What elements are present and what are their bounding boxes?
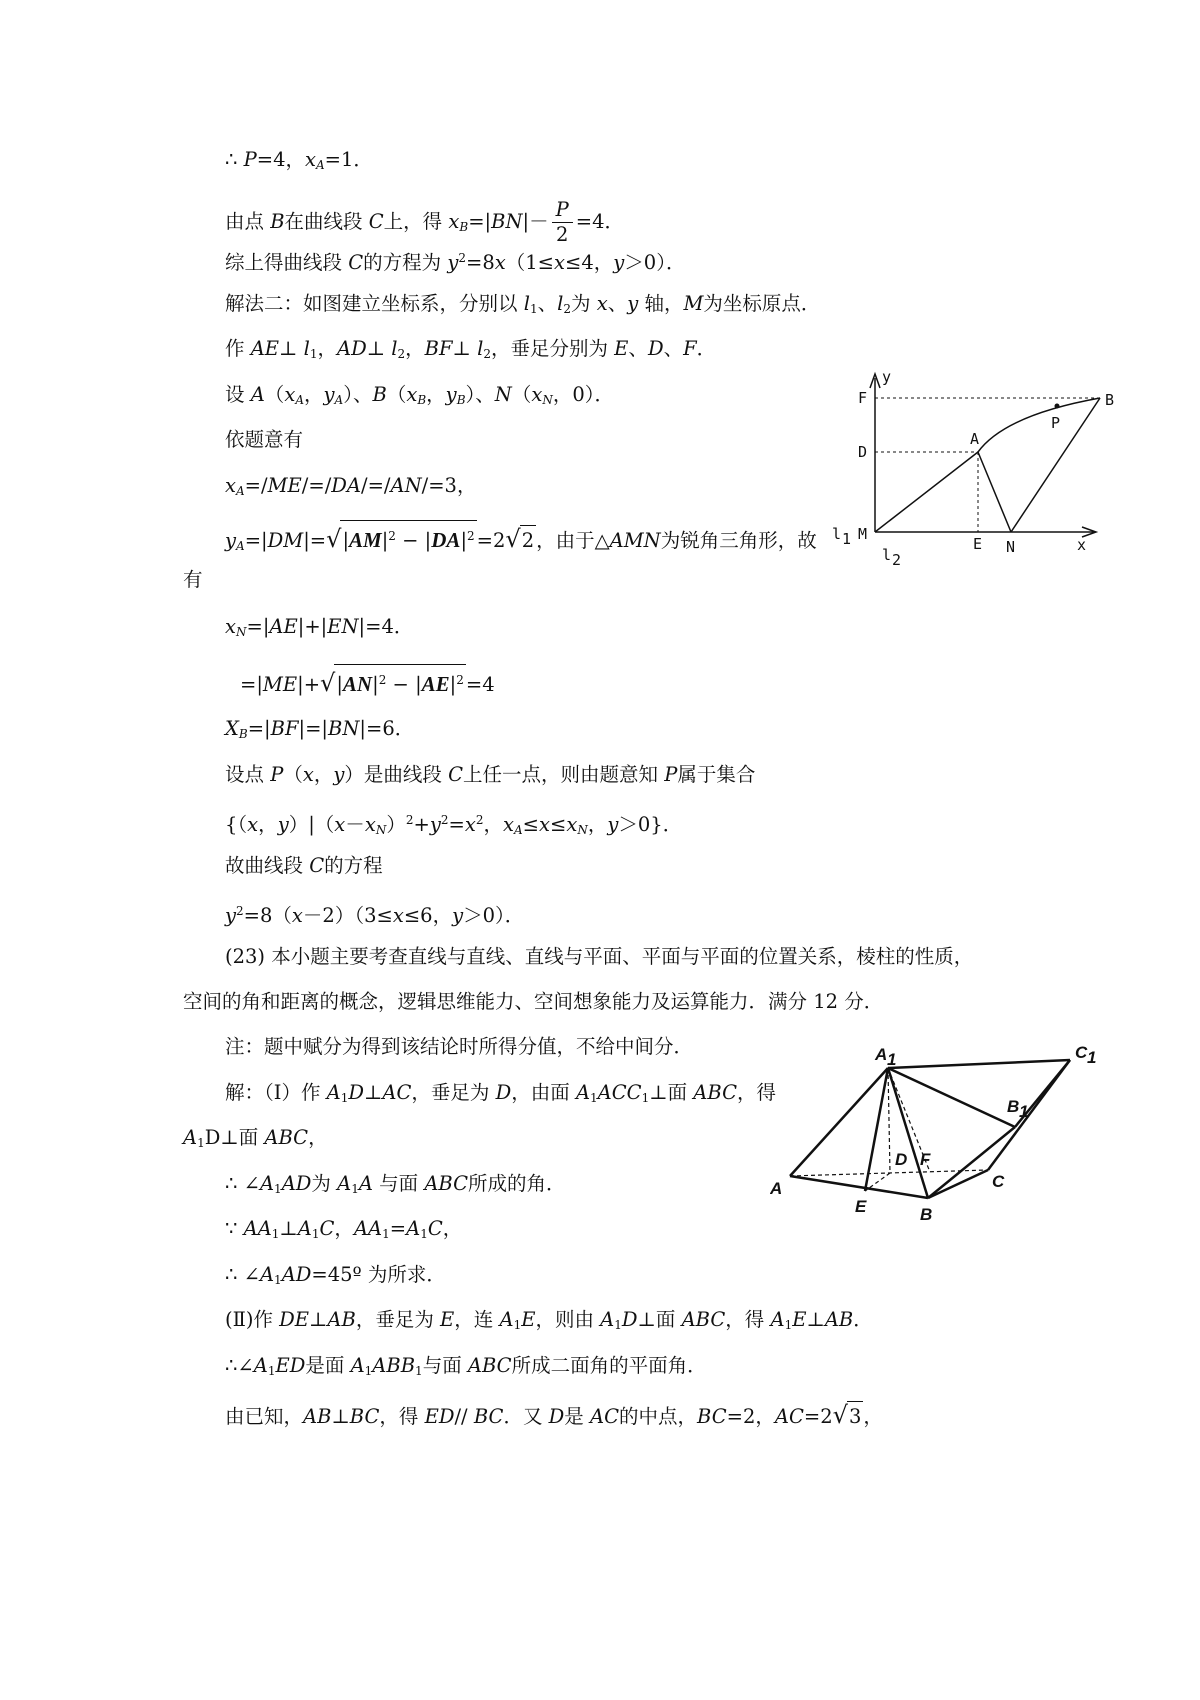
text-line: $x_A=/ME/=/DA/=/AN/=3$， [225, 474, 477, 498]
text-line: 设点 P（x，y）是曲线段 C上任一点，则由题意知 P属于集合 [225, 763, 756, 786]
label-B: B [1105, 391, 1115, 409]
label-x: x [1077, 536, 1087, 554]
label-B1-sub: 1 [1019, 1102, 1029, 1121]
label-l2-sub: 2 [892, 551, 902, 569]
text-line: 由已知，AB⊥BC，得 ED// BC．又 D是 AC的中点，BC=2，AC=2√3 ， [225, 1400, 883, 1432]
text-line: (Ⅱ)作 DE⊥AB，垂足为 E，连 $A_1E$，则由 $A_1D\perp$面 ABC，得 $A_1E\perp AB$． [225, 1308, 873, 1332]
text-line: $\therefore\angle A_1ED$是面 $A_1ABB_1$与面 ABC所成二面角的平面角． [225, 1354, 707, 1378]
text-line: 故曲线段 C的方程 [225, 854, 383, 877]
edge-A1-B [888, 1068, 928, 1198]
label-y: y [882, 368, 892, 386]
text-line: $X_B=|BF|=|BN|=6$． [225, 717, 415, 741]
edge-A1-D-hidden [888, 1068, 890, 1173]
point-P [1055, 404, 1060, 409]
label-M: M [858, 525, 868, 543]
label-C1: C [1075, 1043, 1088, 1062]
edge-A1-C1 [888, 1060, 1070, 1068]
edge-A-A1 [790, 1068, 888, 1176]
label-F: F [920, 1150, 931, 1169]
edge-A1-B1 [888, 1068, 1015, 1127]
text-line: 解法二：如图建立坐标系，分别以 $l_1$、$l_2$为 x、y 轴，M为坐标原点． [225, 292, 821, 316]
text-line: 有 [183, 568, 203, 591]
label-l2: l [882, 546, 892, 564]
text-line: 解：（Ⅰ）作 $A_1D\perp AC$，垂足为 D，由面 $A_1ACC_1\perp$面 ABC，得 [225, 1081, 777, 1105]
text-line: $y_A=|DM|=√|AM|^2 - |DA|^2 =2√2$ ，由于△AMN为锐角三角形，故 [225, 520, 817, 561]
text-line: {（x，$y)|(x-x_N)^2+y^2=x^2$，$x_A\le x\le x_N$，y＞0}． [225, 813, 683, 837]
edge-A-B [790, 1176, 928, 1198]
text-line: ∴ $\angle A_1AD$为 $A_1A$ 与面 ABC所成的角． [225, 1172, 566, 1196]
text-line: 由点 B在曲线段 C上，得 $x_B=|BN|-$ $\frac{P}{2}$ =4． [225, 198, 624, 246]
prism-figure [770, 1040, 1150, 1300]
label-B: B [920, 1205, 933, 1224]
label-F: F [858, 389, 868, 407]
text-line: 综上得曲线段 C的方程为 $y^2=8x(1\le x\le 4$，y＞0）． [225, 251, 686, 274]
segment-MA [875, 452, 978, 532]
text-line: 设 $A(x_A$，$y_A$）、$B(x_B$，$y_B$）、$N(x_N$，0）． [225, 383, 615, 407]
text-line: 依题意有 [225, 428, 304, 451]
label-N: N [1006, 538, 1016, 556]
label-A1: A [875, 1045, 888, 1064]
text-line: ∵ $AA_1\perp A_1C$，$AA_1=A_1C$， [225, 1217, 463, 1241]
text-line: $x_N=|AE|+|EN|=4$． [225, 615, 414, 639]
coordinate-figure [820, 360, 1120, 580]
text-line: $y^2=8(x-2)(3\le x\le 6$，y＞0）． [225, 904, 525, 927]
label-A: A [970, 430, 980, 448]
label-A: A [770, 1179, 783, 1198]
label-l1: l [832, 525, 842, 543]
label-B1: B [1007, 1097, 1020, 1116]
text-line: 作 AE⊥ $l_1$，AD⊥ $l_2$，BF⊥ $l_2$，垂足分别为 E、D、F． [225, 337, 717, 361]
fraction: $\frac{P}{2}$ [552, 198, 573, 247]
label-l1-sub: 1 [842, 530, 852, 548]
label-C: C [992, 1172, 1005, 1191]
label-P: P [1051, 414, 1061, 432]
text-line: 空间的角和距离的概念，逻辑思维能力、空间想象能力及运算能力．满分 12 分． [183, 990, 884, 1013]
label-A1-sub: 1 [887, 1050, 897, 1069]
label-D: D [858, 443, 868, 461]
edge-C1-C [988, 1060, 1070, 1170]
text-line: ∴ P=4，$x_A=1$． [225, 148, 373, 172]
segment-AN [978, 452, 1011, 532]
label-D: D [895, 1150, 908, 1169]
label-E: E [973, 535, 983, 553]
text-line: (23) 本小题主要考查直线与直线、直线与平面、平面与平面的位置关系，棱柱的性质， [225, 945, 974, 968]
text-line: $=|ME|+√|AN|^2 - |AE|^2 =4$ [240, 664, 495, 700]
text-line: $A_1D\perp$面 ABC， [183, 1126, 328, 1150]
text-line: 注：题中赋分为得到该结论时所得分值，不给中间分． [225, 1035, 694, 1058]
label-C1-sub: 1 [1087, 1048, 1097, 1067]
label-E: E [855, 1197, 867, 1216]
text-line: ∴ $\angle A_1AD=45º$ 为所求． [225, 1263, 446, 1287]
